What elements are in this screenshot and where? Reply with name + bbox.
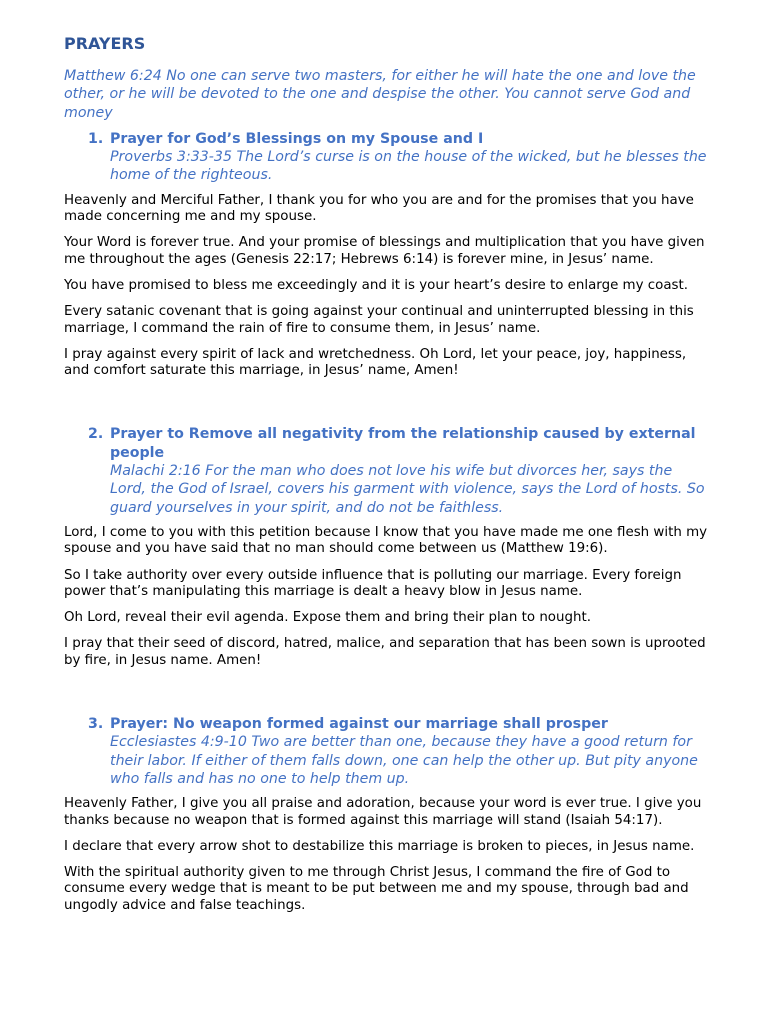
paragraph: Oh Lord, reveal their evil agenda. Expose them and bring their plan to nought. [64, 610, 591, 626]
section-heading [64, 715, 712, 788]
section-verse: Ecclesiastes 4:9-10 Two are better than one, because they have a good return for their labor. If either of them falls down, one can help the other up. But pity anyone who falls and has no one to help them up. [110, 734, 698, 787]
section-title: Prayer to Remove all negativity from the relationship caused by external people [110, 426, 696, 461]
section-title: Prayer for God’s Blessings on my Spouse and I [110, 130, 484, 147]
section-heading [64, 130, 712, 185]
paragraph: Your Word is forever true. And your promise of blessings and multiplication that you have given me throughout the ages (Genesis 22:17; Hebrews 6:14) is forever mine, in Jesus’ name. [64, 235, 705, 267]
section-verse: Malachi 2:16 For the man who does not love his wife but divorces her, says the Lord, the God of Israel, covers his garment with violence, says the Lord of hosts. So guard yourselves in your spirit, and do not be faithless. [110, 463, 705, 516]
page-title: PRAYERS [64, 34, 146, 53]
epigraph-verse: Matthew 6:24 No one can serve two masters, for either he will hate the one and love the other, or he will be devoted to the one and despise the other. You cannot serve God and money [64, 68, 696, 121]
prayer-section-3 [64, 715, 712, 914]
paragraph: You have promised to bless me exceedingly and it is your heart’s desire to enlarge my coast. [64, 278, 689, 293]
section-title: Prayer: No weapon formed against our marriage shall prosper [110, 715, 608, 732]
section-verse: Proverbs 3:33-35 The Lord’s curse is on the house of the wicked, but he blesses the home of the righteous. [110, 149, 707, 184]
paragraph: I pray against every spirit of lack and wretchedness. Oh Lord, let your peace, joy, happiness, and comfort saturate this marriage, in Jesus’ name, Amen! [64, 346, 687, 379]
prayer-section-2 [64, 425, 712, 669]
paragraph: I pray that their seed of discord, hatred, malice, and separation that has been sown is uprooted by fire, in Jesus name. Amen! [64, 636, 706, 668]
section-number: 1. [88, 130, 104, 147]
section-heading [64, 425, 712, 516]
paragraph: Lord, I come to you with this petition because I know that you have made me one flesh with my spouse and you have said that no man should come between us (Matthew 19:6). [64, 524, 708, 557]
section-spacer [64, 389, 712, 425]
section-number: 3. [88, 715, 104, 732]
paragraph: Every satanic covenant that is going against your continual and uninterrupted blessing in this marriage, I command the rain of fire to consume them, in Jesus’ name. [64, 304, 694, 336]
paragraph: With the spiritual authority given to me through Christ Jesus, I command the fire of God to consume every wedge that is meant to be put between me and my spouse, through bad and ungodly advice and false teachings. [64, 864, 689, 913]
paragraph: Heavenly and Merciful Father, I thank you for who you are and for the promises that you have made concerning me and my spouse. [64, 192, 694, 225]
section-number: 2. [88, 426, 104, 443]
paragraph: So I take authority over every outside influence that is polluting our marriage. Every foreign power that’s manipulating this marriage is dealt a heavy blow in Jesus name. [64, 567, 682, 599]
paragraph: Heavenly Father, I give you all praise and adoration, because your word is ever true. I give you thanks because no weapon that is formed against this marriage will stand (Isaiah 54:17). [64, 796, 702, 828]
prayer-section-1 [64, 130, 712, 380]
paragraph: I declare that every arrow shot to destabilize this marriage is broken to pieces, in Jesus name. [64, 838, 695, 854]
section-spacer [64, 679, 712, 715]
